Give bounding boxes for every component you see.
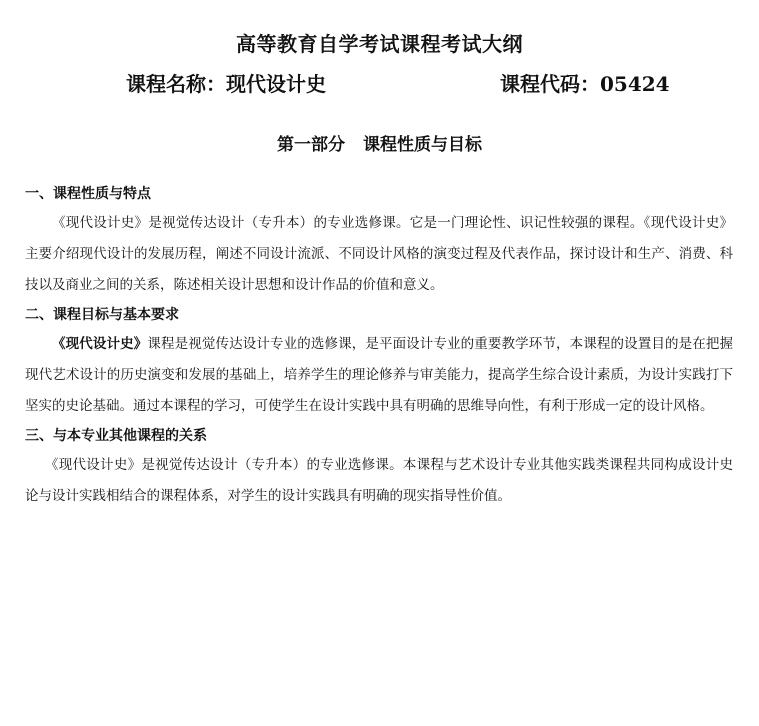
section-paragraph-3: 《现代设计史》是视觉传达设计（专升本）的专业选修课。本课程与艺术设计专业其他实践类课程共同构成设计史论与设计实践相结合的课程体系，对学生的设计实践具有明确的现实指导性价值。 [25,457,733,504]
document-title: 高等教育自学考试课程考试大纲 [236,32,523,56]
section-paragraph-2 [25,329,733,422]
course-name: 课程名称：现代设计史 [126,72,326,96]
section-paragraph-2-lead: 《现代设计史》 [52,336,148,352]
section-paragraph-1: 《现代设计史》是视觉传达设计（专升本）的专业选修课。它是一门理论性、识记性较强的课程。《现代设计史》主要介绍现代设计的发展历程，阐述不同设计流派、不同设计风格的演变过程及代表作品，探讨设计和生产、消费、科技以及商业之间的关系，陈述相关设计思想和设计作品的价值和意义。 [25,215,733,293]
section-paragraph-2-text: 课程是视觉传达设计专业的选修课，是平面设计专业的重要教学环节，本课程的设置目的是在把握现代艺术设计的历史演变和发展的基础上，培养学生的理论修养与审美能力，提高学生综合设计素质，为设计实践打下坚实的史论基础。通过本课程的学习，可使学生在设计实践中具有明确的思维导向性，有利于形成一定的设计风格。 [25,336,734,414]
document-body [25,180,733,512]
part-title [0,132,759,158]
section-heading-2: 二、课程目标与基本要求 [25,307,179,323]
part-title-text: 课程性质与目标 [363,135,482,155]
part-prefix: 第一部分 [277,135,345,155]
course-code: 课程代码：05424 [500,72,670,96]
section-heading-3: 三、与本专业其他课程的关系 [25,428,207,444]
section-heading-1: 一、课程性质与特点 [25,186,151,202]
